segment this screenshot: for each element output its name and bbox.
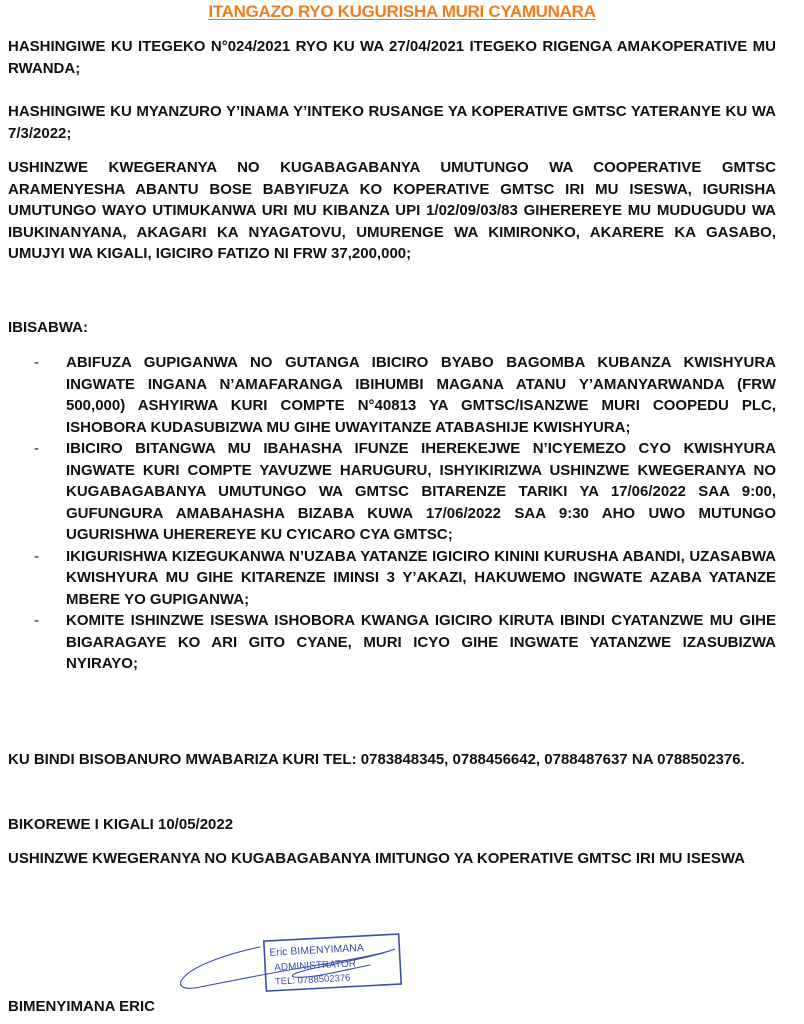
list-item	[8, 438, 776, 546]
issuer-paragraph: USHINZWE KWEGERANYA NO KUGABAGABANYA IMITUNGO YA KOPERATIVE GMTSC IRI MU ISESWA	[8, 850, 745, 867]
administrator-stamp	[264, 934, 401, 991]
assembly-resolution-paragraph: HASHINGIWE KU MYANZURO Y’INAMA Y’INTEKO RUSANGE YA KOPERATIVE GMTSC YATERANYE KU WA 7/3/2022;	[8, 103, 776, 142]
signature-and-stamp	[170, 925, 410, 1000]
signature-stamp-graphic	[170, 925, 410, 1000]
stamp-tel: TEL: 0788502376	[274, 972, 351, 988]
list-item-text: IKIGURISHWA KIZEGUKANWA N’UZABA YATANZE IGICIRO KININI KURUSHA ABANDI, UZASABWA KWISHYURA MU GIHE KITARENZE IMINSI 3 Y’AKAZI, HAKUWEMO INGWATE AZABA YATANZE MBERE YO GUPIGANWA;	[66, 547, 776, 608]
bullet-dash: -	[34, 354, 39, 371]
contact-paragraph: KU BINDI BISOBANURO MWABARIZA KURI TEL: 0783848345, 0788456642, 0788487637 NA 0788502376.	[8, 751, 745, 768]
list-item-text: ABIFUZA GUPIGANWA NO GUTANGA IBICIRO BYABO BAGOMBA KUBANZA KWISHYURA INGWATE INGANA N’AMAFARANGA IBIHUMBI MAGANA ATANU Y’AMANYARWANDA (FRW 500,000) ASHYIRWA KURI COMPTE N°40813 YA GMTSC/ISANZWE MURI COOPEDU PLC, ISHOBORA KUDASUBIZWA MU GIHE UWAYITANZE ATABASHIJE KWISHYURA;	[66, 354, 776, 436]
legal-basis-paragraph: HASHINGIWE KU ITEGEKO N°024/2021 RYO KU WA 27/04/2021 ITEGEKO RIGENGA AMAKOPERATIVE MU RWANDA;	[8, 38, 776, 77]
list-item	[8, 546, 776, 611]
signer-name: BIMENYIMANA ERIC	[8, 998, 155, 1015]
list-item-text: KOMITE ISHINZWE ISESWA ISHOBORA KWANGA IGICIRO KIRUTA IBINDI CYATANZWE MU GIHE BIGARAGAYE KO ARI GITO CYANE, MURI ICYO GIHE INGWATE YATANZWE IZASUBIZWA NYIRAYO;	[66, 612, 776, 672]
list-item	[8, 610, 776, 675]
list-item-text: IBICIRO BITANGWA MU IBAHASHA IFUNZE IHEREKEJWE N’ICYEMEZO CYO KWISHYURA INGWATE KURI COMPTE YAVUZWE HARUGURU, ISHYIKIRIZWA USHINZWE KWEGERANYA NO KUGABAGABANYA UMUTUNGO WA GMTSC BITARENZE TARIKI YA 17/06/2022 SAA 9:00, GUFUNGURA AMABAHASHA BIZABA KUWA 17/06/2022 SAA 9:30 AHO UWO MUTUNGO UGURISHWA UHEREREYE KU CYICARO CYA GMTSC;	[66, 440, 776, 543]
bullet-dash: -	[34, 440, 39, 457]
list-item	[8, 352, 776, 438]
stamp-name: Eric BIMENYIMANA	[269, 941, 365, 959]
stamp-role: ADMINISTRATOR	[273, 958, 357, 974]
requirements-heading: IBISABWA:	[8, 319, 88, 336]
date-line: BIKOREWE I KIGALI 10/05/2022	[8, 816, 234, 833]
document-title: ITANGAZO RYO KUGURISHA MURI CYAMUNARA	[208, 2, 596, 21]
requirements-list	[8, 352, 776, 675]
bullet-dash: -	[34, 547, 39, 565]
bullet-dash: -	[34, 612, 39, 629]
announcement-paragraph: USHINZWE KWEGERANYA NO KUGABAGABANYA UMUTUNGO WA COOPERATIVE GMTSC ARAMENYESHA ABANTU BOSE BABYIFUZA KO KOPERATIVE GMTSC IRI MU ISESWA, IGURISHA UMUTUNGO WAYO UTIMUKANWA URI MU KIBANZA UPI 1/02/09/03/83 GIHEREREYE MU MUDUGUDU WA IBUKINANYANA, AKAGARI KA NYAGATOVU, UMURENGE WA KIMIRONKO, AKARERE KA GASABO, UMUJYI WA KIGALI, IGICIRO FATIZO NI FRW 37,200,000;	[8, 159, 776, 262]
